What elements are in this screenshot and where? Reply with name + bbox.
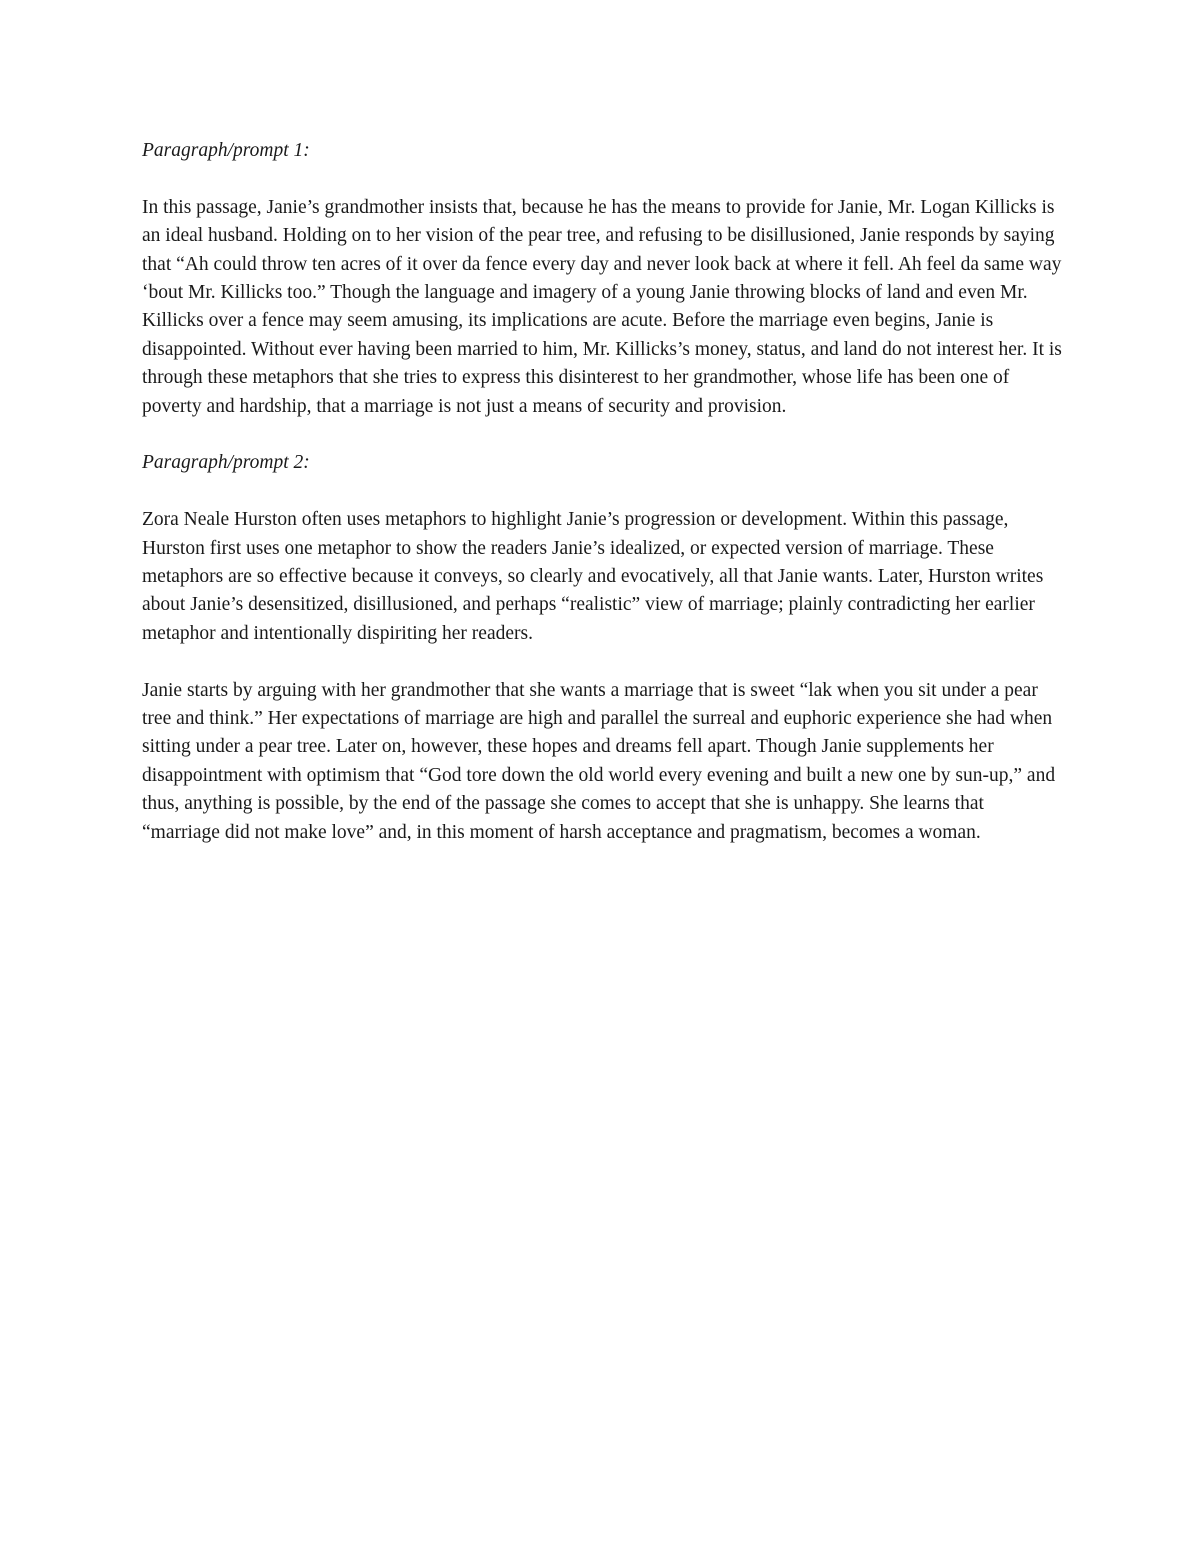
- spacer: [142, 165, 1062, 193]
- spacer: [142, 478, 1062, 506]
- prompt-2-paragraph-1: Zora Neale Hurston often uses metaphors to highlight Janie’s progression or development. Within this passage, Hurston first uses one metaphor to show the readers Janie’s idealized, or expected version of marriage. These metaphors are so effective because it conveys, so clearly and evocatively, all that Janie wants. Later, Hurston writes about Janie’s desensitized, disillusioned, and perhaps “realistic” view of marriage; plainly contradicting her earlier metaphor and intentionally dispiriting her readers.: [142, 509, 1044, 644]
- prompt-2-paragraph-2: Janie starts by arguing with her grandmother that she wants a marriage that is sweet “lak when you sit under a pear tree and think.” Her expectations of marriage are high and parallel the surreal and euphoric experience she had when sitting under a pear tree. Later on, however, these hopes and dreams fell apart. Though Janie supplements her disappointment with optimism that “God tore down the old world every evening and built a new one by sun-up,” and thus, anything is possible, by the end of the passage she comes to accept that she is unhappy. She learns that “marriage did not make love” and, in this moment of harsh acceptance and pragmatism, becomes a woman.: [142, 679, 1056, 843]
- prompt-1-heading: Paragraph/prompt 1:: [142, 140, 310, 161]
- spacer: [142, 421, 1062, 449]
- prompt-2-heading: Paragraph/prompt 2:: [142, 452, 310, 474]
- prompt-1-paragraph: In this passage, Janie’s grandmother insists that, because he has the means to provide for Janie, Mr. Logan Killicks is an ideal husband. Holding on to her vision of the pear tree, and refusing to be disillusioned, Janie responds by saying that “Ah could throw ten acres of it over da fence every day and never look back at where it fell. Ah feel da same way ‘bout Mr. Killicks too.” Though the language and imagery of a young Janie throwing blocks of land and even Mr. Killicks over a fence may seem amusing, its implications are acute. Before the marriage even begins, Janie is disappointed. Without ever having been married to him, Mr. Killicks’s money, status, and land do not interest her. It is through these metaphors that she tries to express this disinterest to her grandmother, whose life has been one of poverty and hardship, that a marriage is not just a means of security and provision.: [142, 196, 1062, 417]
- spacer: [142, 648, 1062, 676]
- document-page: [142, 137, 1062, 847]
